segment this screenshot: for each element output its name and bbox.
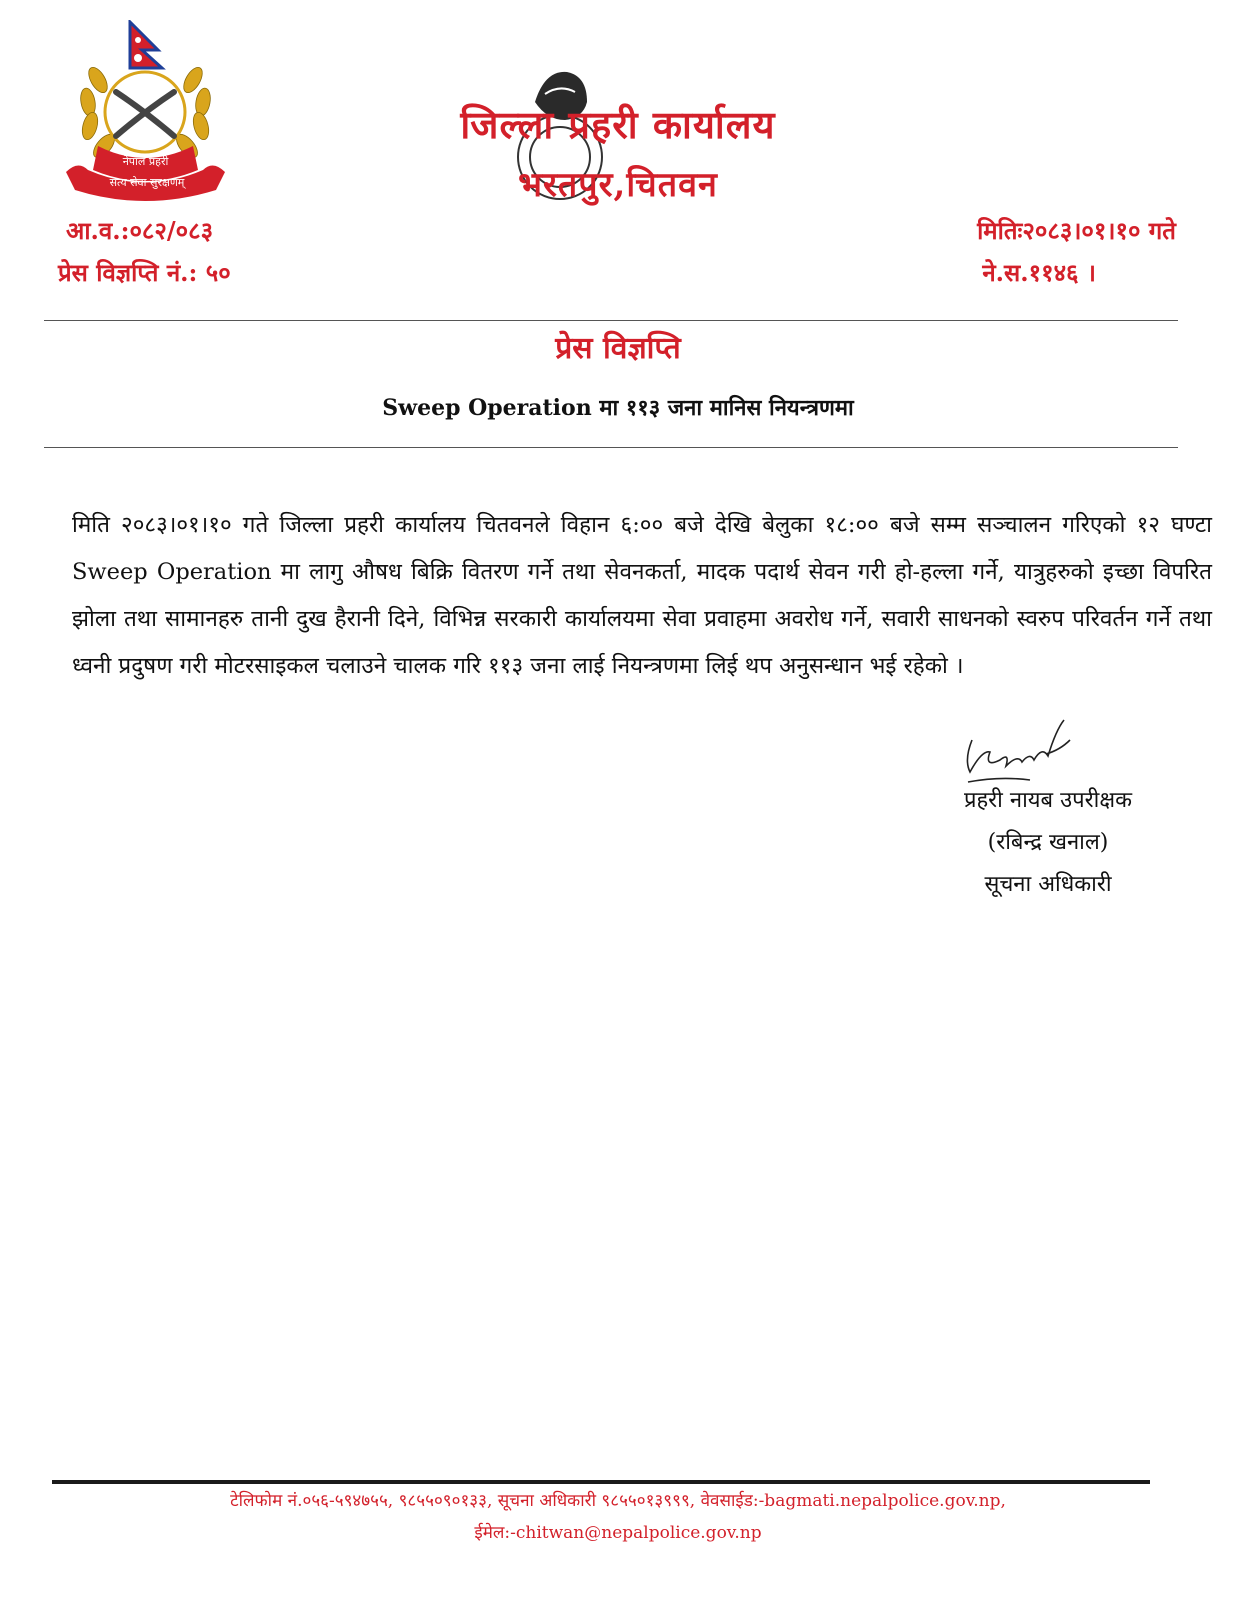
footer-email: ईमेल:-chitwan@nepalpolice.gov.np (474, 1523, 762, 1543)
release-number: प्रेस विज्ञप्ति नं.: ५० (58, 258, 231, 287)
divider-middle (44, 447, 1178, 448)
signatory-name: (रबिन्द्र खनाल) (987, 830, 1109, 855)
document-subject: Sweep Operation मा ११३ जना मानिस नियन्त्रणमा (382, 395, 854, 421)
signature (960, 710, 1075, 790)
signatory-role: सूचना अधिकारी (984, 872, 1112, 897)
divider-top (44, 320, 1178, 321)
office-name: जिल्ला प्रहरी कार्यालय (460, 102, 776, 147)
fiscal-year: आ.व.:०८२/०८३ (66, 216, 214, 245)
logo-text-bottom: सत्य सेवा सुरक्षणम् (109, 176, 185, 189)
release-date: मितिः२०८३।०१।१० गते (977, 216, 1176, 245)
signatory-title: प्रहरी नायब उपरीक्षक (963, 788, 1133, 813)
nepal-sambat-year: ने.स.११४६ । (982, 258, 1096, 287)
footer-divider (52, 1480, 1150, 1484)
logo-text-top: नेपाल प्रहरी (122, 155, 169, 168)
body-paragraph: मिति २०८३।०१।१० गते जिल्ला प्रहरी कार्यालय चितवनले विहान ६:०० बजे देखि बेलुका १८:०० बजे सम्म सञ्चालन गरिएको १२ घण्टा Sweep Operation मा लागु औषध बिक्रि वितरण गर्ने तथा सेवनकर्ता, मादक पदार्थ सेवन गरी हो-हल्ला गर्ने, यात्रुहरुको इच्छा विपरित झोला तथा सामानहरु तानी दुख हैरानी दिने, विभिन्न सरकारी कार्यालयमा सेवा प्रवाहमा अवरोध गर्ने, सवारी साधनको स्वरुप परिवर्तन गर्ने तथा ध्वनी प्रदुषण गरी मोटरसाइकल चलाउने चालक गरि ११३ जना लाई नियन्त्रणमा लिई थप अनुसन्धान भई रहेको । (72, 512, 1212, 679)
office-place: भरतपुर,चितवन (518, 165, 718, 205)
document-heading: प्रेस विज्ञप्ति (555, 331, 681, 366)
footer-contact: टेलिफोम नं.०५६-५९४७५५, ९८५५०९०१३३, सूचना अधिकारी ९८५५०१३९९९, वेवसाईड:-bagmati.nepalpolice.gov.np, (230, 1491, 1006, 1511)
